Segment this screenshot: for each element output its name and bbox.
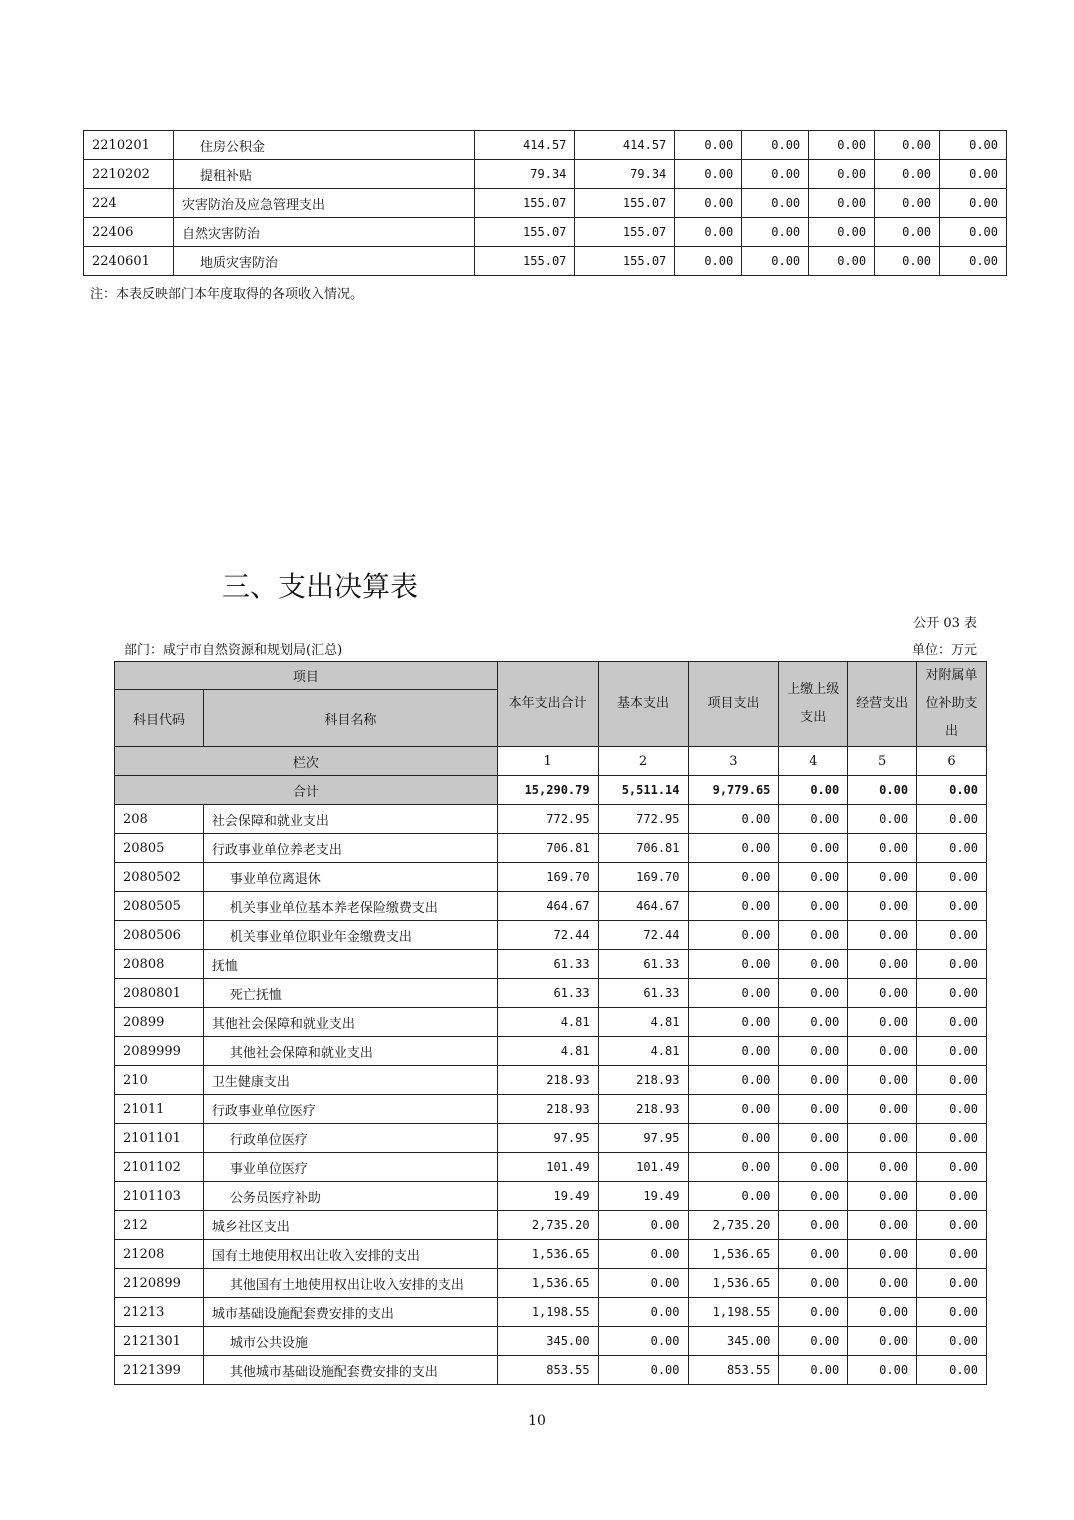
value-cell: 218.93: [598, 1095, 688, 1124]
value-cell: 0.00: [848, 1298, 917, 1327]
value-cell: 155.07: [575, 218, 675, 247]
value-cell: 0.00: [917, 1124, 987, 1153]
code-cell: 20808: [115, 950, 204, 979]
name-cell: 自然灾害防治: [173, 218, 474, 247]
value-cell: 0.00: [779, 1182, 848, 1211]
value-cell: 0.00: [779, 1211, 848, 1240]
value-cell: 0.00: [848, 805, 917, 834]
value-cell: 0.00: [917, 1095, 987, 1124]
value-cell: 0.00: [875, 131, 940, 160]
name-cell: 行政事业单位养老支出: [203, 834, 497, 863]
expenditure-table: [114, 661, 987, 1385]
value-cell: 1,536.65: [688, 1269, 779, 1298]
value-cell: 101.49: [598, 1153, 688, 1182]
value-cell: 414.57: [474, 131, 575, 160]
value-cell: 218.93: [598, 1066, 688, 1095]
value-cell: 0.00: [688, 921, 779, 950]
value-cell: 0.00: [779, 1269, 848, 1298]
name-cell: 行政事业单位医疗: [203, 1095, 497, 1124]
value-cell: 464.67: [497, 892, 598, 921]
value-cell: 79.34: [474, 160, 575, 189]
value-cell: 4.81: [598, 1037, 688, 1066]
total-label: 合计: [115, 776, 498, 805]
total-cell: 0.00: [917, 776, 987, 805]
value-cell: 2,735.20: [497, 1211, 598, 1240]
value-cell: 0.00: [675, 218, 742, 247]
value-cell: 853.55: [688, 1356, 779, 1385]
value-cell: 0.00: [917, 1269, 987, 1298]
value-cell: 61.33: [497, 979, 598, 1008]
table-row: [84, 247, 1007, 276]
table-row: [115, 1095, 987, 1124]
value-cell: 0.00: [779, 892, 848, 921]
value-cell: 155.07: [474, 247, 575, 276]
value-cell: 169.70: [598, 863, 688, 892]
value-cell: 79.34: [575, 160, 675, 189]
value-cell: 0.00: [809, 189, 875, 218]
header-project: 项目: [115, 662, 498, 690]
value-cell: 0.00: [742, 189, 809, 218]
value-cell: 464.67: [598, 892, 688, 921]
value-cell: 0.00: [688, 863, 779, 892]
header-row-index: 栏次: [115, 747, 498, 776]
value-cell: 0.00: [917, 863, 987, 892]
value-cell: 61.33: [497, 950, 598, 979]
value-cell: 0.00: [779, 979, 848, 1008]
table-row: [115, 1182, 987, 1211]
value-cell: 772.95: [497, 805, 598, 834]
total-cell: 15,290.79: [497, 776, 598, 805]
value-cell: 0.00: [598, 1269, 688, 1298]
value-cell: 0.00: [688, 1008, 779, 1037]
table-row: [115, 950, 987, 979]
table-row: [115, 1298, 987, 1327]
name-cell: 国有土地使用权出让收入安排的支出: [203, 1240, 497, 1269]
header-name: 科目名称: [203, 690, 497, 747]
code-cell: 2080505: [115, 892, 204, 921]
value-cell: 19.49: [497, 1182, 598, 1211]
value-cell: 0.00: [848, 892, 917, 921]
value-cell: 0.00: [917, 1298, 987, 1327]
name-cell: 其他社会保障和就业支出: [203, 1008, 497, 1037]
value-cell: 0.00: [779, 1008, 848, 1037]
code-cell: 2210202: [84, 160, 174, 189]
value-cell: 4.81: [497, 1037, 598, 1066]
value-cell: 0.00: [779, 1327, 848, 1356]
code-cell: 2101102: [115, 1153, 204, 1182]
value-cell: 0.00: [688, 834, 779, 863]
value-cell: 1,198.55: [688, 1298, 779, 1327]
table-row: [115, 1153, 987, 1182]
index-cell: 2: [598, 747, 688, 776]
header-business: 经营支出: [848, 662, 917, 747]
code-cell: 2240601: [84, 247, 174, 276]
table-row: [115, 1356, 987, 1385]
code-cell: 2080801: [115, 979, 204, 1008]
table-row: [84, 160, 1007, 189]
code-cell: 20899: [115, 1008, 204, 1037]
name-cell: 其他社会保障和就业支出: [203, 1037, 497, 1066]
value-cell: 706.81: [598, 834, 688, 863]
value-cell: 0.00: [598, 1356, 688, 1385]
table-row: [115, 1066, 987, 1095]
index-cell: 5: [848, 747, 917, 776]
value-cell: 0.00: [688, 892, 779, 921]
value-cell: 0.00: [809, 218, 875, 247]
value-cell: 0.00: [779, 863, 848, 892]
value-cell: 72.44: [497, 921, 598, 950]
header-subsidy: 对附属单位补助支出: [917, 662, 987, 747]
total-cell: 9,779.65: [688, 776, 779, 805]
value-cell: 1,198.55: [497, 1298, 598, 1327]
name-cell: 城市基础设施配套费安排的支出: [203, 1298, 497, 1327]
unit-label: 单位：万元: [911, 643, 977, 658]
code-cell: 21011: [115, 1095, 204, 1124]
total-cell: 0.00: [848, 776, 917, 805]
value-cell: 0.00: [917, 1008, 987, 1037]
value-cell: 169.70: [497, 863, 598, 892]
value-cell: 0.00: [917, 950, 987, 979]
value-cell: 61.33: [598, 979, 688, 1008]
table-row: [84, 131, 1007, 160]
value-cell: 706.81: [497, 834, 598, 863]
value-cell: 0.00: [875, 189, 940, 218]
name-cell: 机关事业单位基本养老保险缴费支出: [203, 892, 497, 921]
page-number: 10: [528, 1413, 546, 1429]
table-row: [115, 892, 987, 921]
value-cell: 0.00: [848, 863, 917, 892]
value-cell: 0.00: [848, 1037, 917, 1066]
value-cell: 155.07: [474, 218, 575, 247]
table-row: [115, 1327, 987, 1356]
index-cell: 3: [688, 747, 779, 776]
value-cell: 0.00: [848, 1240, 917, 1269]
index-cell: 1: [497, 747, 598, 776]
value-cell: 0.00: [848, 921, 917, 950]
value-cell: 0.00: [917, 979, 987, 1008]
code-cell: 21208: [115, 1240, 204, 1269]
value-cell: 0.00: [848, 1095, 917, 1124]
name-cell: 地质灾害防治: [173, 247, 474, 276]
name-cell: 机关事业单位职业年金缴费支出: [203, 921, 497, 950]
code-cell: 2121301: [115, 1327, 204, 1356]
value-cell: 0.00: [675, 131, 742, 160]
table-row: [115, 805, 987, 834]
value-cell: 72.44: [598, 921, 688, 950]
name-cell: 城市公共设施: [203, 1327, 497, 1356]
value-cell: 0.00: [848, 950, 917, 979]
value-cell: 0.00: [940, 247, 1007, 276]
value-cell: 0.00: [779, 1153, 848, 1182]
value-cell: 0.00: [917, 1037, 987, 1066]
value-cell: 0.00: [809, 131, 875, 160]
header-upper: 上缴上级支出: [779, 662, 848, 747]
table-row: [115, 1124, 987, 1153]
value-cell: 0.00: [742, 131, 809, 160]
value-cell: 0.00: [917, 1211, 987, 1240]
header-basic: 基本支出: [598, 662, 688, 747]
table-row: [115, 834, 987, 863]
value-cell: 0.00: [688, 805, 779, 834]
value-cell: 0.00: [875, 218, 940, 247]
value-cell: 0.00: [809, 160, 875, 189]
value-cell: 155.07: [575, 247, 675, 276]
code-cell: 2101101: [115, 1124, 204, 1153]
index-cell: 6: [917, 747, 987, 776]
table-note: 注：本表反映部门本年度取得的各项收入情况。: [90, 287, 364, 302]
value-cell: 0.00: [688, 1095, 779, 1124]
code-cell: 21213: [115, 1298, 204, 1327]
value-cell: 0.00: [675, 160, 742, 189]
value-cell: 0.00: [917, 1182, 987, 1211]
value-cell: 155.07: [575, 189, 675, 218]
value-cell: 4.81: [598, 1008, 688, 1037]
name-cell: 其他城市基础设施配套费安排的支出: [203, 1356, 497, 1385]
value-cell: 0.00: [742, 160, 809, 189]
table-row: [115, 1240, 987, 1269]
value-cell: 345.00: [688, 1327, 779, 1356]
code-cell: 210: [115, 1066, 204, 1095]
value-cell: 0.00: [940, 160, 1007, 189]
value-cell: 0.00: [875, 247, 940, 276]
value-cell: 4.81: [497, 1008, 598, 1037]
value-cell: 0.00: [779, 1240, 848, 1269]
value-cell: 1,536.65: [688, 1240, 779, 1269]
value-cell: 0.00: [779, 1124, 848, 1153]
value-cell: 1,536.65: [497, 1240, 598, 1269]
value-cell: 0.00: [688, 1182, 779, 1211]
name-cell: 公务员医疗补助: [203, 1182, 497, 1211]
table-row: [115, 979, 987, 1008]
value-cell: 1,536.65: [497, 1269, 598, 1298]
value-cell: 2,735.20: [688, 1211, 779, 1240]
code-cell: 212: [115, 1211, 204, 1240]
value-cell: 0.00: [779, 1066, 848, 1095]
value-cell: 97.95: [598, 1124, 688, 1153]
value-cell: 0.00: [848, 1066, 917, 1095]
code-cell: 2120899: [115, 1269, 204, 1298]
top-table: [83, 130, 1007, 276]
table-row: [84, 189, 1007, 218]
value-cell: 0.00: [688, 1124, 779, 1153]
value-cell: 101.49: [497, 1153, 598, 1182]
value-cell: 0.00: [848, 1182, 917, 1211]
value-cell: 0.00: [779, 950, 848, 979]
value-cell: 0.00: [875, 160, 940, 189]
value-cell: 414.57: [575, 131, 675, 160]
header-project-exp: 项目支出: [688, 662, 779, 747]
code-cell: 2089999: [115, 1037, 204, 1066]
value-cell: 19.49: [598, 1182, 688, 1211]
table-row: [115, 1037, 987, 1066]
name-cell: 城乡社区支出: [203, 1211, 497, 1240]
value-cell: 0.00: [688, 1153, 779, 1182]
value-cell: 218.93: [497, 1095, 598, 1124]
value-cell: 0.00: [779, 1356, 848, 1385]
name-cell: 灾害防治及应急管理支出: [173, 189, 474, 218]
name-cell: 其他国有土地使用权出让收入安排的支出: [203, 1269, 497, 1298]
value-cell: 0.00: [675, 247, 742, 276]
value-cell: 0.00: [917, 1066, 987, 1095]
value-cell: 772.95: [598, 805, 688, 834]
table-row: [84, 218, 1007, 247]
value-cell: 0.00: [688, 1037, 779, 1066]
code-cell: 2080506: [115, 921, 204, 950]
value-cell: 0.00: [688, 979, 779, 1008]
name-cell: 社会保障和就业支出: [203, 805, 497, 834]
code-cell: 22406: [84, 218, 174, 247]
value-cell: 0.00: [940, 218, 1007, 247]
code-cell: 2101103: [115, 1182, 204, 1211]
value-cell: 0.00: [917, 805, 987, 834]
table-row: [115, 1269, 987, 1298]
value-cell: 0.00: [848, 834, 917, 863]
table-row: [115, 863, 987, 892]
name-cell: 死亡抚恤: [203, 979, 497, 1008]
value-cell: 0.00: [917, 1153, 987, 1182]
name-cell: 事业单位医疗: [203, 1153, 497, 1182]
name-cell: 住房公积金: [173, 131, 474, 160]
name-cell: 提租补贴: [173, 160, 474, 189]
name-cell: 抚恤: [203, 950, 497, 979]
value-cell: 0.00: [848, 1008, 917, 1037]
table-row: [115, 1211, 987, 1240]
value-cell: 0.00: [779, 921, 848, 950]
value-cell: 0.00: [779, 834, 848, 863]
name-cell: 行政单位医疗: [203, 1124, 497, 1153]
code-cell: 2080502: [115, 863, 204, 892]
value-cell: 61.33: [598, 950, 688, 979]
value-cell: 0.00: [598, 1298, 688, 1327]
name-cell: 卫生健康支出: [203, 1066, 497, 1095]
value-cell: 853.55: [497, 1356, 598, 1385]
value-cell: 0.00: [848, 979, 917, 1008]
header-code: 科目代码: [115, 690, 204, 747]
value-cell: 0.00: [598, 1240, 688, 1269]
value-cell: 97.95: [497, 1124, 598, 1153]
code-cell: 20805: [115, 834, 204, 863]
value-cell: 0.00: [848, 1124, 917, 1153]
value-cell: 0.00: [742, 247, 809, 276]
form-number: 公开 03 表: [913, 616, 977, 631]
value-cell: 0.00: [848, 1153, 917, 1182]
value-cell: 0.00: [779, 805, 848, 834]
value-cell: 345.00: [497, 1327, 598, 1356]
total-cell: 5,511.14: [598, 776, 688, 805]
table-row: [115, 1008, 987, 1037]
header-total: 本年支出合计: [497, 662, 598, 747]
value-cell: 0.00: [917, 1240, 987, 1269]
value-cell: 0.00: [848, 1211, 917, 1240]
name-cell: 事业单位离退休: [203, 863, 497, 892]
value-cell: 0.00: [917, 1327, 987, 1356]
value-cell: 0.00: [809, 247, 875, 276]
value-cell: 0.00: [742, 218, 809, 247]
department-label: 部门：咸宁市自然资源和规划局(汇总): [124, 643, 343, 658]
value-cell: 0.00: [917, 834, 987, 863]
code-cell: 2210201: [84, 131, 174, 160]
value-cell: 0.00: [917, 1356, 987, 1385]
value-cell: 0.00: [917, 921, 987, 950]
index-cell: 4: [779, 747, 848, 776]
section-title: 三、支出决算表: [222, 570, 419, 603]
value-cell: 0.00: [917, 892, 987, 921]
value-cell: 0.00: [675, 189, 742, 218]
value-cell: 155.07: [474, 189, 575, 218]
value-cell: 0.00: [848, 1327, 917, 1356]
value-cell: 0.00: [688, 950, 779, 979]
total-cell: 0.00: [779, 776, 848, 805]
value-cell: 0.00: [848, 1356, 917, 1385]
value-cell: 0.00: [940, 189, 1007, 218]
value-cell: 0.00: [779, 1298, 848, 1327]
code-cell: 208: [115, 805, 204, 834]
code-cell: 2121399: [115, 1356, 204, 1385]
value-cell: 218.93: [497, 1066, 598, 1095]
table-row: [115, 921, 987, 950]
value-cell: 0.00: [779, 1095, 848, 1124]
value-cell: 0.00: [848, 1269, 917, 1298]
value-cell: 0.00: [688, 1066, 779, 1095]
value-cell: 0.00: [598, 1211, 688, 1240]
value-cell: 0.00: [940, 131, 1007, 160]
value-cell: 0.00: [779, 1037, 848, 1066]
value-cell: 0.00: [598, 1327, 688, 1356]
code-cell: 224: [84, 189, 174, 218]
